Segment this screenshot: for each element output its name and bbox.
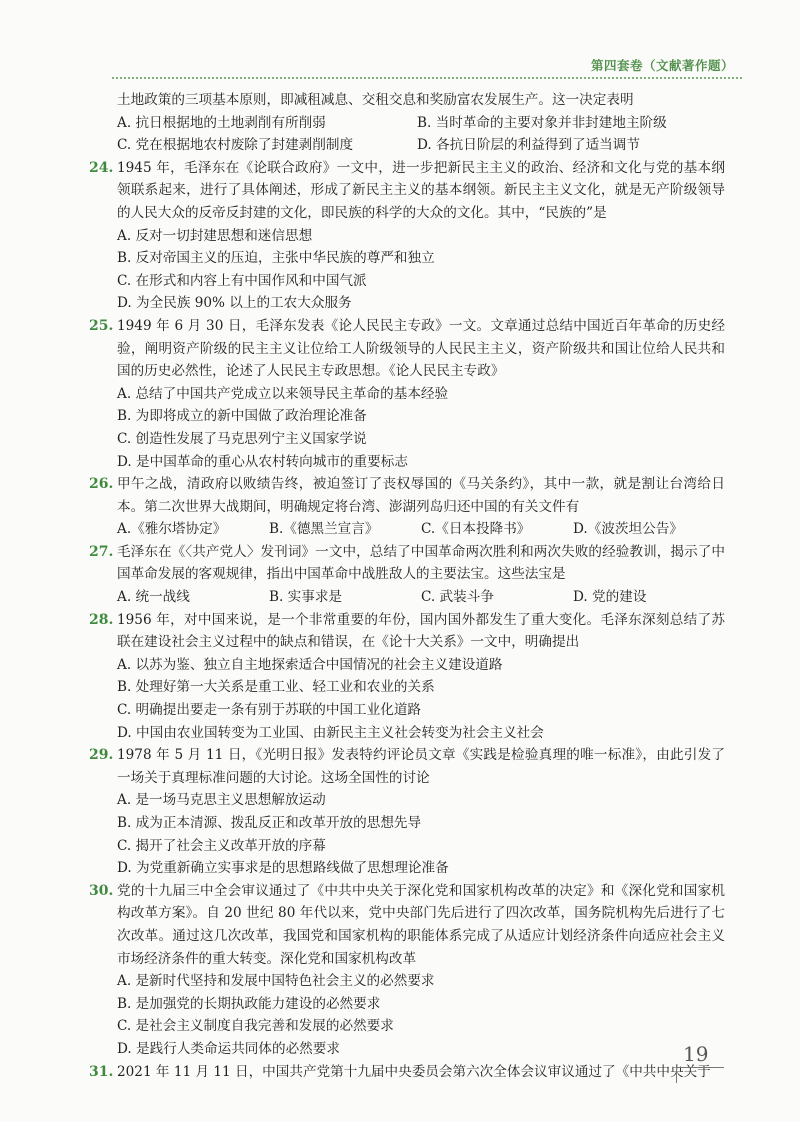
option-b[interactable]: B. 是加强党的长期执政能力建设的必然要求 bbox=[117, 995, 381, 1012]
options-row bbox=[117, 586, 725, 609]
option-c[interactable]: C. 是社会主义制度自我完善和发展的必然要求 bbox=[117, 1018, 394, 1035]
question-23-continuation bbox=[117, 89, 725, 157]
question-number: 27. bbox=[89, 543, 114, 560]
option-b[interactable]: B. 为即将成立的新中国做了政治理论准备 bbox=[117, 408, 367, 425]
question-number: 26. bbox=[89, 476, 114, 493]
option-c[interactable]: C. 揭开了社会主义改革开放的序幕 bbox=[117, 837, 326, 854]
option-b[interactable]: B.《德黑兰宣言》 bbox=[269, 521, 379, 538]
option-c[interactable]: C. 创造性发展了马克思列宁主义国家学说 bbox=[117, 430, 367, 447]
question-stem: 1949 年 6 月 30 日，毛泽东发表《论人民民主专政》一文。文章通过总结中国近百年革命的历史经验，阐明资产阶级的民主主义让位给工人阶级领导的人民民主主义，资产阶级共和国让位给人民共和国的历史必然性，论述了人民民主专政思想。《论人民民主专政》 bbox=[117, 317, 725, 380]
question-24 bbox=[89, 157, 725, 315]
option-d[interactable]: D. 为党重新确立实事求是的思想路线做了思想理论准备 bbox=[117, 860, 449, 877]
question-29 bbox=[89, 744, 725, 880]
option-d[interactable]: D.《波茨坦公告》 bbox=[573, 521, 683, 538]
option-d[interactable]: D. 是践行人类命运共同体的必然要求 bbox=[117, 1040, 340, 1057]
option-b[interactable]: B. 处理好第一大关系是重工业、轻工业和农业的关系 bbox=[117, 679, 435, 696]
options-row bbox=[117, 112, 725, 135]
page-number: 19 bbox=[683, 1042, 709, 1066]
question-25 bbox=[89, 315, 725, 473]
option-a[interactable]: A. 总结了中国共产党成立以来领导民主革命的基本经验 bbox=[117, 385, 449, 402]
question-stem: 毛泽东在《〈共产党人〉发刊词》一文中，总结了中国革命两次胜利和两次失败的经验教训，揭示了中国革命发展的客观规律，指出中国革命中战胜敌人的主要法宝。这些法宝是 bbox=[117, 543, 725, 583]
question-stem: 2021 年 11 月 11 日，中国共产党第十九届中央委员会第六次全体会议审议通过了《中共中央关于 bbox=[117, 1063, 711, 1080]
option-b[interactable]: B. 实事求是 bbox=[269, 589, 343, 606]
options-row bbox=[117, 134, 725, 157]
question-stem: 1945 年，毛泽东在《论联合政府》一文中，进一步把新民主主义的政治、经济和文化与党的基本纲领联系起来，进行了具体阐述，形成了新民主主义的基本纲领。新民主主义文化，就是无产阶级领导的人民大众的反帝反封建的文化，即民族的科学的大众的文化。其中，“民族的”是 bbox=[117, 159, 725, 221]
question-27 bbox=[89, 541, 725, 609]
question-number: 31. bbox=[89, 1063, 114, 1080]
option-d[interactable]: D. 各抗日阶层的利益得到了适当调节 bbox=[417, 137, 640, 154]
question-list bbox=[89, 89, 725, 1083]
section-tag: 第四套卷（文献著作题） bbox=[590, 58, 734, 73]
option-c[interactable]: C. 明确提出要走一条有别于苏联的中国工业化道路 bbox=[117, 702, 422, 719]
question-28 bbox=[89, 609, 725, 745]
option-a[interactable]: A. 是新时代坚持和发展中国特色社会主义的必然要求 bbox=[117, 973, 435, 990]
option-c[interactable]: C. 在形式和内容上有中国作风和中国气派 bbox=[117, 272, 367, 289]
question-stem: 党的十九届三中全会审议通过了《中共中央关于深化党和国家机构改革的决定》和《深化党和国家机构改革方案》。自 20 世纪 80 年代以来，党中央部门先后进行了四次改革，国务院机构先后进行了七次改革。通过这几次改革，我国党和国家机构的职能体系完成了从适应计划经济条件向适应社会主义市场经济条件的重大转变。深化党和国家机构改革 bbox=[117, 882, 725, 967]
question-26 bbox=[89, 473, 725, 541]
question-stem: 1956 年，对中国来说，是一个非常重要的年份，国内国外都发生了重大变化。毛泽东深刻总结了苏联在建设社会主义过程中的缺点和错误，在《论十大关系》一文中，明确提出 bbox=[117, 611, 725, 651]
option-c[interactable]: C.《日本投降书》 bbox=[421, 521, 531, 538]
header-dotted-rule bbox=[112, 77, 742, 79]
option-a[interactable]: A. 统一战线 bbox=[117, 589, 190, 606]
question-number: 25. bbox=[89, 317, 114, 334]
page-number-rule-vertical bbox=[676, 1067, 677, 1083]
page-number-rule bbox=[676, 1067, 724, 1068]
option-b[interactable]: B. 成为正本清源、拨乱反正和改革开放的思想先导 bbox=[117, 815, 422, 831]
option-c[interactable]: C. 党在根据地农村废除了封建剥削制度 bbox=[117, 137, 354, 154]
question-number: 28. bbox=[89, 611, 114, 628]
option-c[interactable]: C. 武装斗争 bbox=[421, 589, 494, 606]
question-number: 30. bbox=[89, 882, 114, 899]
question-30 bbox=[89, 880, 725, 1061]
option-b[interactable]: B. 反对帝国主义的压迫，主张中华民族的尊严和独立 bbox=[117, 250, 435, 267]
option-d[interactable]: D. 是中国革命的重心从农村转向城市的重要标志 bbox=[117, 453, 408, 470]
question-number: 29. bbox=[89, 747, 114, 764]
option-d[interactable]: D. 为全民族 90% 以上的工农大众服务 bbox=[117, 295, 352, 312]
option-d[interactable]: D. 中国由农业国转变为工业国、由新民主主义社会转变为社会主义社会 bbox=[117, 724, 544, 741]
option-a[interactable]: A. 是一场马克思主义思想解放运动 bbox=[117, 792, 326, 809]
option-a[interactable]: A. 抗日根据地的土地剥削有所削弱 bbox=[117, 114, 326, 131]
option-d[interactable]: D. 党的建设 bbox=[573, 589, 647, 606]
option-b[interactable]: B. 当时革命的主要对象并非封建地主阶级 bbox=[417, 114, 667, 131]
options-row bbox=[117, 518, 725, 541]
option-a[interactable]: A. 以苏为鉴、独立自主地探索适合中国情况的社会主义建设道路 bbox=[117, 656, 503, 673]
question-stem: 土地政策的三项基本原则，即减租减息、交租交息和奖励富农发展生产。这一决定表明 bbox=[117, 92, 634, 108]
question-number: 24. bbox=[89, 159, 114, 176]
option-a[interactable]: A. 反对一切封建思想和迷信思想 bbox=[117, 227, 313, 244]
question-stem: 1978 年 5 月 11 日，《光明日报》发表特约评论员文章《实践是检验真理的唯一标准》，由此引发了一场关于真理标准问题的大讨论。这场全国性的讨论 bbox=[117, 747, 725, 786]
option-a[interactable]: A.《雅尔塔协定》 bbox=[117, 521, 227, 538]
question-stem: 甲午之战，清政府以败绩告终，被迫签订了丧权辱国的《马关条约》，其中一款，就是割让台湾给日本。第二次世界大战期间，明确规定将台湾、澎湖列岛归还中国的有关文件有 bbox=[117, 476, 725, 515]
question-31 bbox=[89, 1061, 725, 1084]
